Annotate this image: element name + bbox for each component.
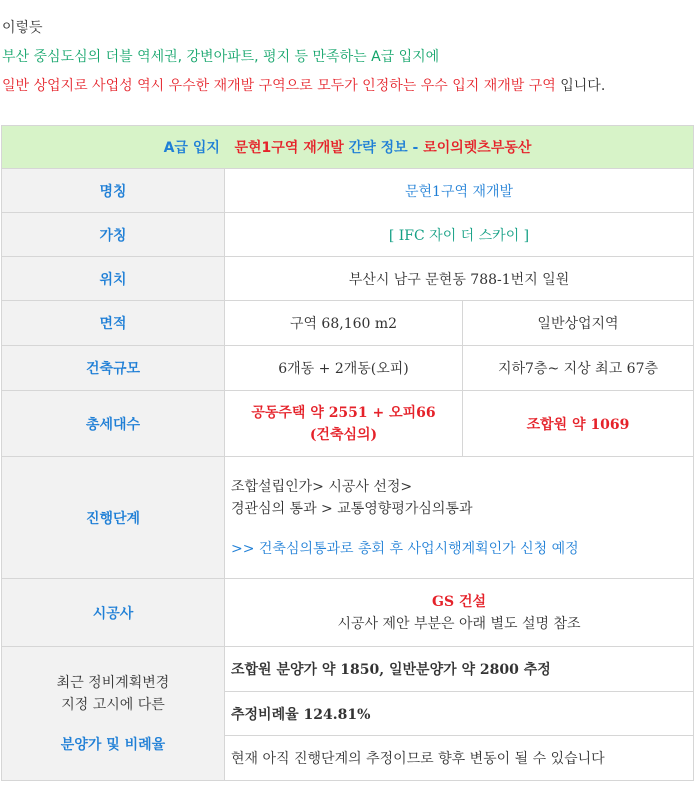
table-row <box>2 213 694 257</box>
table-row <box>2 301 694 346</box>
table-title <box>2 126 694 169</box>
row-value-area-size: 구역 68,160 m2 <box>225 301 463 346</box>
row-value-households-total <box>225 391 463 457</box>
row-label-builder: 시공사 <box>2 579 225 647</box>
households-total-line-1: 공동주택 약 2551 + 오피66 <box>251 404 436 421</box>
intro-line-3 <box>2 72 692 101</box>
row-value-scale-buildings: 6개동 + 2개동(오피) <box>225 346 463 391</box>
row-value-scale-floors: 지하7층~ 지상 최고 67층 <box>463 346 694 391</box>
plan-label-line-3: 분양가 및 비례율 <box>60 736 166 753</box>
table-row <box>2 257 694 301</box>
table-row <box>2 346 694 391</box>
row-value-households-members: 조합원 약 1069 <box>463 391 694 457</box>
row-value-location: 부산시 남구 문현동 788-1번지 일원 <box>225 257 694 301</box>
row-label-households: 총세대수 <box>2 391 225 457</box>
row-value-progress <box>225 457 694 579</box>
progress-line-2: 경관심의 통과 > 교통영향평가심의통과 <box>231 500 473 517</box>
intro-line-1: 이렇듯 <box>2 20 43 36</box>
table-row <box>2 169 694 213</box>
plan-price-estimate: 조합원 분양가 약 1850, 일반분양가 약 2800 추정 <box>225 647 694 692</box>
info-table <box>1 125 694 781</box>
row-label-progress: 진행단계 <box>2 457 225 579</box>
title-project: 문현1구역 재개발 <box>234 140 344 156</box>
title-agency: 로이의렛츠부동산 <box>423 140 532 156</box>
row-value-area-zone: 일반상업지역 <box>463 301 694 346</box>
table-row <box>2 457 694 579</box>
plan-label-line-1: 최근 정비계획변경 <box>56 674 170 691</box>
builder-note: 시공사 제안 부분은 아래 별도 설명 참조 <box>337 615 581 632</box>
title-grade: A급 입지 <box>163 140 220 156</box>
plan-disclaimer: 현재 아직 진행단계의 추정이므로 향후 변동이 될 수 있습니다 <box>225 736 694 781</box>
row-label-location: 위치 <box>2 257 225 301</box>
households-total-line-2: (건축심의) <box>309 426 378 443</box>
plan-label-line-2: 지정 고시에 다른 <box>61 696 165 713</box>
progress-line-3: >> 건축심의통과로 총회 후 사업시행계획인가 신청 예정 <box>231 540 579 557</box>
progress-line-1: 조합설립인가> 시공사 선정> <box>231 478 413 495</box>
table-row <box>2 647 694 692</box>
row-label-plan <box>2 647 225 781</box>
intro-line-3-highlight: 일반 상업지로 사업성 역시 우수한 재개발 구역으로 모두가 인정하는 우수 입지 재개발 구역 <box>2 78 556 94</box>
title-summary: 간략 정보 - <box>348 140 424 156</box>
table-row <box>2 579 694 647</box>
table-title-row <box>2 126 694 169</box>
row-value-alias: [ IFC 자이 더 스카이 ] <box>225 213 694 257</box>
row-value-name: 문현1구역 재개발 <box>225 169 694 213</box>
intro-text <box>2 14 692 101</box>
intro-line-2: 부산 중심도심의 더블 역세권, 강변아파트, 평지 등 만족하는 A급 입지에 <box>2 49 440 65</box>
row-label-name: 명칭 <box>2 169 225 213</box>
row-value-builder <box>225 579 694 647</box>
row-label-alias: 가칭 <box>2 213 225 257</box>
intro-line-3-tail: 입니다. <box>555 78 606 94</box>
builder-name: GS 건설 <box>432 593 486 610</box>
plan-ratio-estimate: 추정비례율 124.81% <box>225 692 694 736</box>
row-label-area: 면적 <box>2 301 225 346</box>
table-row <box>2 391 694 457</box>
row-label-scale: 건축규모 <box>2 346 225 391</box>
